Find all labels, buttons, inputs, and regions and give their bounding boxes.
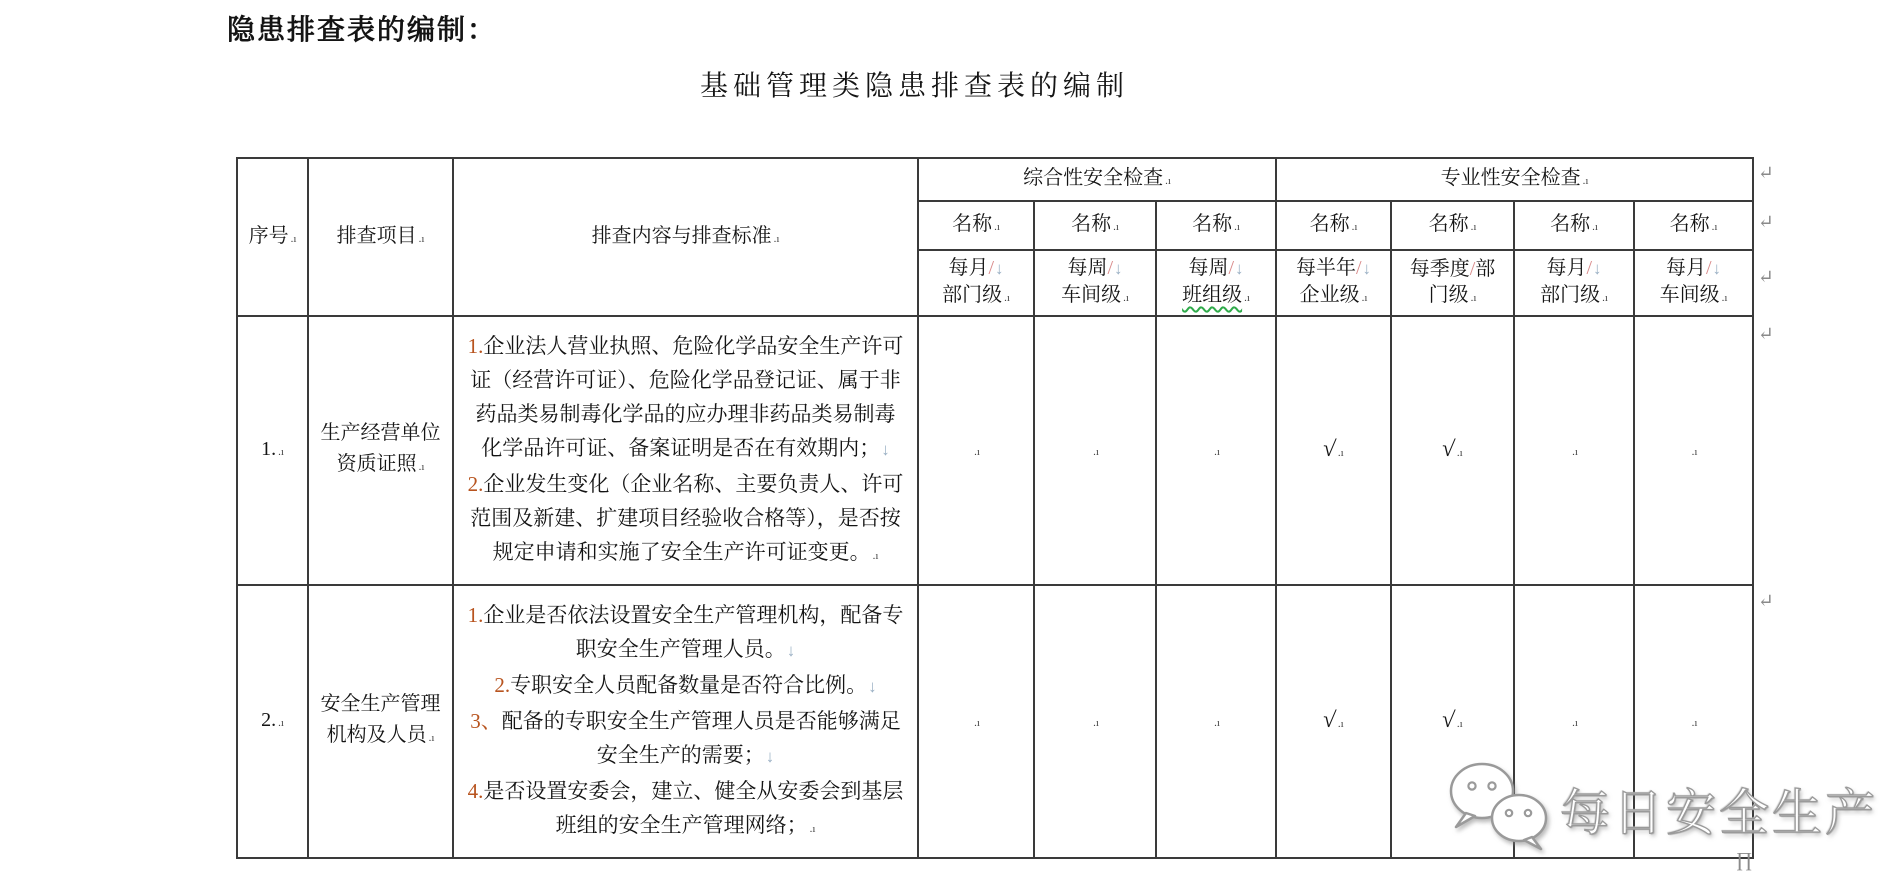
level-label: 企业级 bbox=[1299, 284, 1360, 306]
row-end-mark: ↵ bbox=[1758, 591, 1774, 612]
freq-line: 每季度/部 bbox=[1409, 257, 1496, 280]
cell-end-mark: .ı bbox=[974, 446, 980, 458]
cell-end-mark: .ı bbox=[1244, 292, 1250, 304]
item-cell bbox=[308, 316, 453, 585]
watermark bbox=[1442, 758, 1878, 856]
checkmark: √ bbox=[1441, 705, 1457, 733]
header-group-row bbox=[237, 158, 1753, 201]
page-heading: 隐患排查表的编制： bbox=[227, 14, 498, 45]
check-cell bbox=[1514, 316, 1634, 585]
level-label: 部门级 bbox=[942, 284, 1003, 306]
header-no bbox=[237, 158, 308, 316]
check-cell bbox=[1391, 316, 1514, 585]
level-line bbox=[1157, 282, 1275, 311]
level-label: 班组级 bbox=[1182, 284, 1243, 306]
check-cell bbox=[1634, 316, 1753, 585]
cell-end-mark: .ı bbox=[1582, 175, 1589, 187]
cell-end-mark: .ı bbox=[1572, 446, 1578, 458]
checkmark: √ bbox=[1322, 705, 1338, 733]
row-end-mark: ↵ bbox=[1758, 212, 1774, 233]
header-freq-cell bbox=[1034, 250, 1156, 316]
content-line: 证（经营许可证）、危险化学品登记证、属于非 bbox=[470, 367, 901, 392]
row-number-cell bbox=[237, 316, 308, 585]
header-no-label: 序号 bbox=[248, 224, 289, 247]
slash-mark: / bbox=[1586, 257, 1593, 279]
list-number: 3、 bbox=[470, 708, 502, 733]
slash-mark: / bbox=[1355, 257, 1362, 279]
row-number: 1. bbox=[261, 438, 277, 460]
cell-end-mark: .ı bbox=[1691, 717, 1698, 729]
content-line: 2.企业发生变化（企业名称、主要负责人、许可 bbox=[467, 471, 904, 496]
header-freq-cell bbox=[1634, 250, 1753, 316]
item-line: 生产经营单位 bbox=[320, 422, 441, 444]
check-cell bbox=[1034, 316, 1156, 585]
header-freq-cell bbox=[918, 250, 1034, 316]
freq-line: 每月/↓ bbox=[1546, 257, 1602, 279]
cell-end-mark: .ı bbox=[1093, 717, 1099, 729]
cell-end-mark: .ı bbox=[974, 717, 980, 729]
line-break-mark: ↓ bbox=[868, 676, 877, 696]
check-cell bbox=[918, 585, 1034, 858]
freq-line: 每半年/↓ bbox=[1295, 257, 1372, 279]
cell-end-mark: .ı bbox=[1691, 446, 1698, 458]
line-break-mark: ↓ bbox=[1593, 259, 1602, 278]
level-line bbox=[1392, 282, 1513, 311]
check-cell bbox=[918, 316, 1034, 585]
cell-end-mark: .ı bbox=[1721, 292, 1728, 304]
content-line: 安全生产的需要；↓ bbox=[596, 742, 775, 767]
content-line: 4.是否设置安委会，建立、健全从安委会到基层 bbox=[467, 778, 904, 803]
cell-end-mark: .ı bbox=[994, 221, 1000, 233]
line-break-mark: ↓ bbox=[765, 746, 775, 766]
content-line: 药品类易制毒化学品的应办理非药品类易制毒 bbox=[475, 401, 896, 426]
table-title: 基础管理类隐患排查表的编制 bbox=[700, 71, 1130, 102]
cell-end-mark: .ı bbox=[290, 232, 297, 245]
header-freq-cell bbox=[1276, 250, 1391, 316]
content-cell bbox=[453, 585, 918, 858]
cell-end-mark: .ı bbox=[1351, 221, 1358, 233]
cell-end-mark: .ı bbox=[1093, 446, 1099, 458]
header-content-label: 排查内容与排查标准 bbox=[591, 224, 772, 247]
cell-end-mark: .ı bbox=[1004, 292, 1010, 304]
cell-end-mark: .ı bbox=[1602, 292, 1608, 304]
wechat-logo-icon bbox=[1442, 758, 1554, 856]
name-label: 名称 bbox=[952, 213, 993, 235]
content-line: 规定申请和实施了安全生产许可证变更。 .ı bbox=[492, 539, 879, 564]
cell-end-mark: .ı bbox=[1165, 175, 1171, 187]
content-line: 1.企业法人营业执照、危险化学品安全生产许可 bbox=[467, 333, 904, 358]
level-line bbox=[1035, 282, 1155, 311]
list-number: 2. bbox=[494, 672, 511, 697]
name-label: 名称 bbox=[1071, 213, 1112, 235]
cell-end-mark: .ı bbox=[1214, 446, 1220, 458]
cell-end-mark: .ı bbox=[1214, 717, 1220, 729]
content-line: 化学品许可证、备案证明是否在有效期内；↓ bbox=[481, 435, 890, 460]
slash-mark: / bbox=[1705, 257, 1712, 279]
header-group-professional bbox=[1276, 158, 1753, 201]
header-name-cell bbox=[918, 201, 1034, 250]
cell-end-mark: .ı bbox=[1337, 717, 1344, 730]
header-item-label: 排查项目 bbox=[336, 224, 417, 247]
freq-line: 每周/↓ bbox=[1067, 257, 1123, 279]
check-cell bbox=[1156, 585, 1276, 858]
header-group-comprehensive bbox=[918, 158, 1276, 201]
row-number: 2. bbox=[261, 709, 277, 731]
slash-mark: / bbox=[1228, 257, 1235, 279]
list-number: 1. bbox=[467, 602, 484, 627]
level-label: 门级 bbox=[1428, 283, 1469, 306]
header-name-cell bbox=[1034, 201, 1156, 250]
row-end-mark: ↵ bbox=[1758, 163, 1774, 184]
cell-end-mark: .ı bbox=[872, 549, 879, 562]
content-cell bbox=[453, 316, 918, 585]
level-label: 车间级 bbox=[1659, 284, 1720, 306]
cell-end-mark: .ı bbox=[278, 446, 284, 458]
list-number: 1. bbox=[467, 333, 484, 358]
level-label: 车间级 bbox=[1061, 284, 1122, 306]
content-line: 1.企业是否依法设置安全生产管理机构，配备专 bbox=[467, 602, 904, 627]
line-break-mark: ↓ bbox=[1362, 259, 1372, 278]
slash-mark: / bbox=[1107, 257, 1114, 279]
line-break-mark: ↓ bbox=[995, 259, 1004, 278]
level-line bbox=[1635, 282, 1752, 311]
cell-end-mark: .ı bbox=[1572, 717, 1578, 729]
cell-end-mark: .ı bbox=[1337, 446, 1344, 459]
cell-end-mark: .ı bbox=[1456, 717, 1463, 730]
watermark-text: 每日安全生产 bbox=[1560, 785, 1878, 841]
freq-line: 每周/↓ bbox=[1188, 257, 1244, 279]
freq-line: 每月/↓ bbox=[1665, 257, 1722, 279]
slash-mark: / bbox=[1469, 257, 1476, 280]
line-break-mark: ↓ bbox=[1114, 259, 1123, 278]
content-line: 职安全生产管理人员。↓ bbox=[575, 636, 796, 661]
checkmark: √ bbox=[1441, 434, 1457, 462]
cell-end-mark: .ı bbox=[773, 232, 780, 245]
cell-end-mark: .ı bbox=[1123, 292, 1129, 304]
cell-end-mark: .ı bbox=[809, 822, 816, 835]
cell-end-mark: .ı bbox=[1361, 292, 1368, 304]
check-cell bbox=[1034, 585, 1156, 858]
header-name-cell bbox=[1634, 201, 1753, 250]
line-break-mark: ↓ bbox=[881, 439, 890, 459]
table-row bbox=[237, 316, 1753, 585]
content-line: 2.专职安全人员配备数量是否符合比例。↓ bbox=[494, 672, 877, 697]
group-label: 综合性安全检查 bbox=[1023, 167, 1164, 189]
header-freq-cell bbox=[1514, 250, 1634, 316]
content-line: 班组的安全生产管理网络； .ı bbox=[555, 812, 816, 837]
cell-end-mark: .ı bbox=[1592, 221, 1598, 233]
freq-line: 每月/↓ bbox=[948, 257, 1004, 279]
name-label: 名称 bbox=[1669, 213, 1710, 235]
cell-end-mark: .ı bbox=[418, 232, 425, 245]
slash-mark: / bbox=[988, 257, 995, 279]
list-number: 2. bbox=[467, 471, 484, 496]
item-cell bbox=[308, 585, 453, 858]
cell-end-mark: .ı bbox=[1711, 221, 1718, 233]
list-number: 4. bbox=[467, 778, 484, 803]
item-line: 机构及人员 .ı bbox=[326, 724, 435, 746]
cell-end-mark: .ı bbox=[428, 732, 435, 744]
header-name-cell bbox=[1391, 201, 1514, 250]
check-cell bbox=[1156, 316, 1276, 585]
check-cell bbox=[1276, 585, 1391, 858]
table-end-mark: ∏ bbox=[1736, 849, 1753, 871]
header-name-cell bbox=[1276, 201, 1391, 250]
cell-end-mark: .ı bbox=[1456, 446, 1463, 459]
level-line bbox=[1277, 282, 1390, 311]
name-label: 名称 bbox=[1309, 213, 1350, 235]
cell-end-mark: .ı bbox=[1470, 291, 1477, 304]
checkmark: √ bbox=[1322, 434, 1338, 462]
header-name-cell bbox=[1514, 201, 1634, 250]
header-freq-cell bbox=[1391, 250, 1514, 316]
name-label: 名称 bbox=[1428, 213, 1469, 235]
cell-end-mark: .ı bbox=[1234, 221, 1240, 233]
check-cell bbox=[1276, 316, 1391, 585]
row-end-mark: ↵ bbox=[1758, 267, 1774, 288]
cell-end-mark: .ı bbox=[278, 717, 284, 729]
group-label: 专业性安全检查 bbox=[1440, 167, 1581, 189]
header-content bbox=[453, 158, 918, 316]
name-label: 名称 bbox=[1550, 213, 1591, 235]
level-label: 部门级 bbox=[1540, 284, 1601, 306]
level-line bbox=[1515, 282, 1633, 311]
row-end-mark: ↵ bbox=[1758, 324, 1774, 345]
name-label: 名称 bbox=[1192, 213, 1233, 235]
content-line: 3、配备的专职安全生产管理人员是否能够满足 bbox=[470, 708, 901, 733]
cell-end-mark: .ı bbox=[1470, 221, 1477, 233]
line-break-mark: ↓ bbox=[1235, 259, 1244, 278]
item-line: 资质证照 .ı bbox=[336, 453, 425, 475]
header-item bbox=[308, 158, 453, 316]
row-number-cell bbox=[237, 585, 308, 858]
cell-end-mark: .ı bbox=[1113, 221, 1119, 233]
header-freq-cell bbox=[1156, 250, 1276, 316]
content-line: 范围及新建、扩建项目经验收合格等），是否按 bbox=[470, 505, 901, 530]
item-line: 安全生产管理 bbox=[320, 693, 441, 715]
header-name-cell bbox=[1156, 201, 1276, 250]
cell-end-mark: .ı bbox=[418, 461, 425, 473]
inspection-table bbox=[236, 157, 1754, 859]
level-line bbox=[919, 282, 1033, 311]
line-break-mark: ↓ bbox=[1712, 259, 1722, 278]
line-break-mark: ↓ bbox=[786, 640, 796, 660]
